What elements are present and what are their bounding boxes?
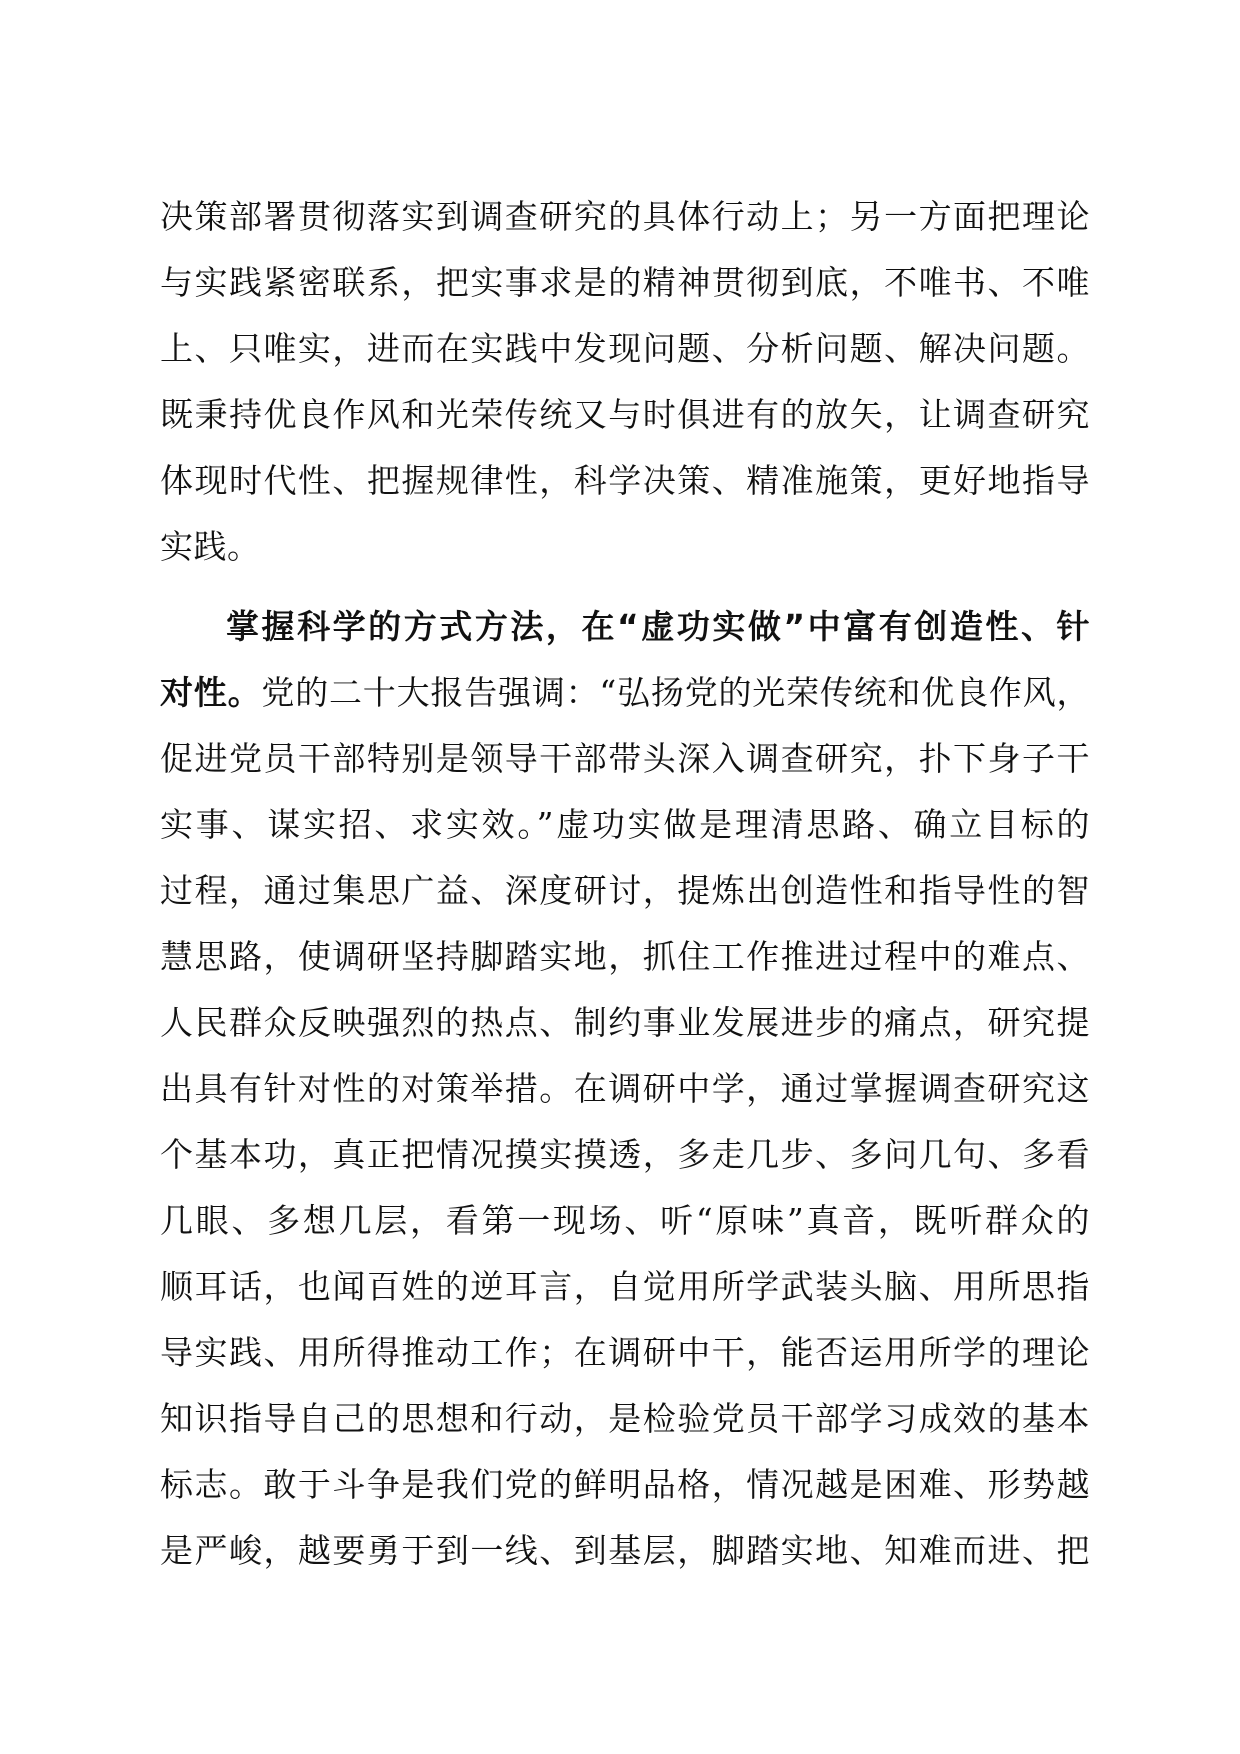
paragraph-2 [160, 594, 1090, 1584]
text-line [160, 660, 1090, 726]
text-line: 导实践、用所得推动工作；在调研中干，能否运用所学的理论 [160, 1333, 1090, 1372]
text-line: 个基本功，真正把情况摸实摸透，多走几步、多问几句、多看 [160, 1135, 1090, 1174]
text-line: 与实践紧密联系，把实事求是的精神贯彻到底，不唯书、不唯 [160, 263, 1090, 302]
text-line: 实践。 [160, 527, 261, 566]
text-line: 决策部署贯彻落实到调查研究的具体行动上；另一方面把理论 [160, 197, 1090, 236]
text-line: 知识指导自己的思想和行动，是检验党员干部学习成效的基本 [160, 1399, 1090, 1438]
paragraph-heading: 掌握科学的方式方法，在“虚功实做”中富有创造性、针 [226, 607, 1090, 646]
text-line: 出具有针对性的对策举措。在调研中学，通过掌握调查研究这 [160, 1069, 1090, 1108]
text-line: 标志。敢于斗争是我们党的鲜明品格，情况越是困难、形势越 [160, 1465, 1090, 1504]
text-span: 党的二十大报告强调：“弘扬党的光荣传统和优良作风， [261, 673, 1090, 712]
text-line: 既秉持优良作风和光荣传统又与时俱进有的放矢，让调查研究 [160, 395, 1090, 434]
paragraph-1 [160, 184, 1090, 580]
text-line: 过程，通过集思广益、深度研讨，提炼出创造性和指导性的智 [160, 871, 1090, 910]
text-line: 体现时代性、把握规律性，科学决策、精准施策，更好地指导 [160, 461, 1090, 500]
text-line: 实事、谋实招、求实效。”虚功实做是理清思路、确立目标的 [160, 805, 1090, 844]
text-line: 是严峻，越要勇于到一线、到基层，脚踏实地、知难而进、把 [160, 1531, 1090, 1570]
text-line: 慧思路，使调研坚持脚踏实地，抓住工作推进过程中的难点、 [160, 937, 1090, 976]
text-line: 促进党员干部特别是领导干部带头深入调查研究，扑下身子干 [160, 739, 1090, 778]
text-line: 几眼、多想几层，看第一现场、听“原味”真音，既听群众的 [160, 1201, 1090, 1240]
text-line: 上、只唯实，进而在实践中发现问题、分析问题、解决问题。 [160, 329, 1090, 368]
document-page [160, 184, 1090, 1584]
text-line: 顺耳话，也闻百姓的逆耳言，自觉用所学武装头脑、用所思指 [160, 1267, 1090, 1306]
paragraph-heading-end: 对性。 [160, 673, 262, 712]
text-line: 人民群众反映强烈的热点、制约事业发展进步的痛点，研究提 [160, 1003, 1090, 1042]
